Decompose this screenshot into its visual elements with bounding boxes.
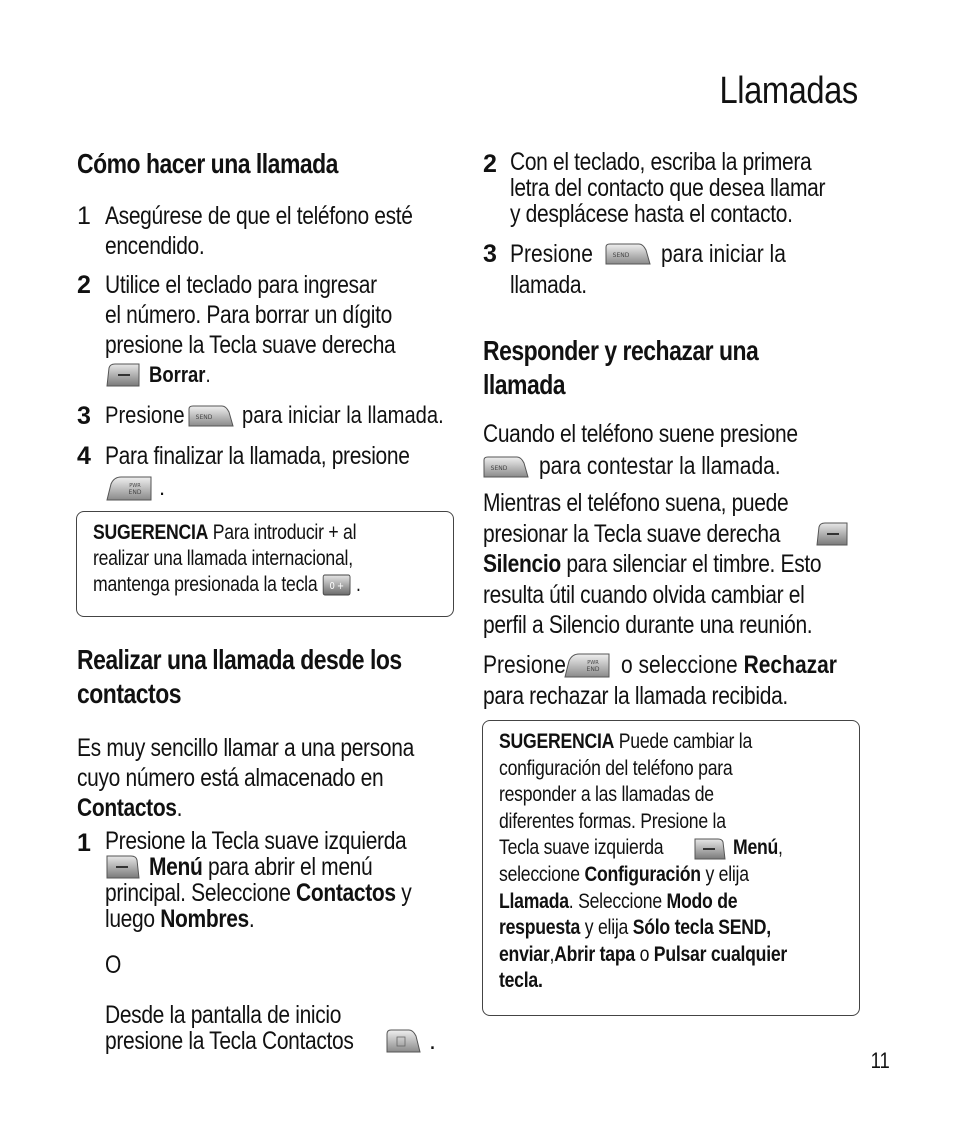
left-soft-key-icon [693,837,727,861]
svg-text:END: END [128,489,142,496]
step-4-icon-line: PWR END . [105,474,165,502]
section-heading-como-hacer: Cómo hacer una llamada [77,148,338,179]
zero-plus-key-icon [322,574,351,596]
right-step-3-line: Presione SEND para iniciar la [510,240,786,268]
step-number: 2 [77,271,91,299]
contacts-key-icon [385,1028,421,1054]
step-number: 1 [77,829,91,857]
page-number: 11 [870,1048,890,1073]
borrar-label: Borrar [149,362,206,387]
step-number: 4 [77,442,91,470]
svg-text:SEND: SEND [195,414,213,421]
tip-respuesta-text: SUGERENCIA Puede cambiar la configuración del teléfono para responder a las llamadas de diferentes formas. Presione la Tecla suave izquierda Menú, seleccione Configuración y elija Llamada. Seleccione Modo de respuesta y elija Sólo tecla SEND, enviar,Abrir tapa o Pulsar cualquier tecla. [499,730,788,993]
send-key-icon [605,242,651,266]
svg-text:END: END [586,666,600,673]
contactos-intro: Es muy sencillo llamar a una persona cuyo número está almacenado en Contactos. [77,734,414,822]
contactos-alt: Desde la pantalla de inicio presione la Tecla Contactos . [105,1001,436,1055]
or-separator: O [105,951,121,979]
right-step-2-text: Con el teclado, escriba la primera letra del contacto que desea llamar y desplácese hasta el contacto. [510,148,826,228]
svg-text:PWR: PWR [587,660,599,666]
responder-p1-l2: SEND para contestar la llamada. [483,452,827,481]
page-title: Llamadas [719,70,858,112]
svg-text:SEND: SEND [490,464,508,472]
right-soft-key-icon [105,362,141,388]
step-number: 2 [483,150,497,178]
step-2-text: Utilice el teclado para ingresar el número. Para borrar un dígito presione la Tecla suave derecha [105,271,396,359]
right-step-3-cont: llamada. [510,271,587,299]
send-key-icon [188,404,234,428]
section-heading-contactos: Realizar una llamada desde los contactos [77,644,402,709]
end-key-icon [563,651,611,679]
svg-text:0 +: 0 + [329,580,344,593]
end-key-icon [105,474,153,502]
step-number: 3 [483,240,497,268]
svg-text:PWR: PWR [129,483,141,489]
responder-p2: Mientras el teléfono suena, puede presionar la Tecla suave derecha Silencio para silenciar el timbre. Esto resulta útil cuando olvida cambiar el perfil a Silencio durante una reunión. [483,488,886,641]
send-key-icon [483,455,529,479]
step-number: 1 [77,202,91,230]
borrar-line: Borrar. [105,362,222,388]
responder-p1-l1: Cuando el teléfono suene presione [483,420,798,448]
section-heading-responder: Responder y rechazar una llamada [483,335,759,400]
left-soft-key-icon [105,854,141,880]
responder-p3-l2: para rechazar la llamada recibida. [483,682,788,710]
contactos-step-1: Presione la Tecla suave izquierda Menú para abrir el menú principal. Seleccione Contactos y luego Nombres. [105,827,412,933]
tip-international-text: SUGERENCIA Para introducir + al realizar una llamada internacional, mantenga presionada la tecla 0 + . [93,521,361,596]
right-soft-key-icon [815,521,849,547]
step-3-line: Presione SEND para iniciar la llamada. [105,402,444,429]
svg-text:SEND: SEND [612,252,630,259]
responder-p3-l1: Presione PWR END o seleccione Rechazar [483,651,837,679]
step-number: 3 [77,402,91,430]
step-1-text: Asegúrese de que el teléfono esté encendido. [105,202,413,260]
step-4-text: Para finalizar la llamada, presione [105,442,410,470]
